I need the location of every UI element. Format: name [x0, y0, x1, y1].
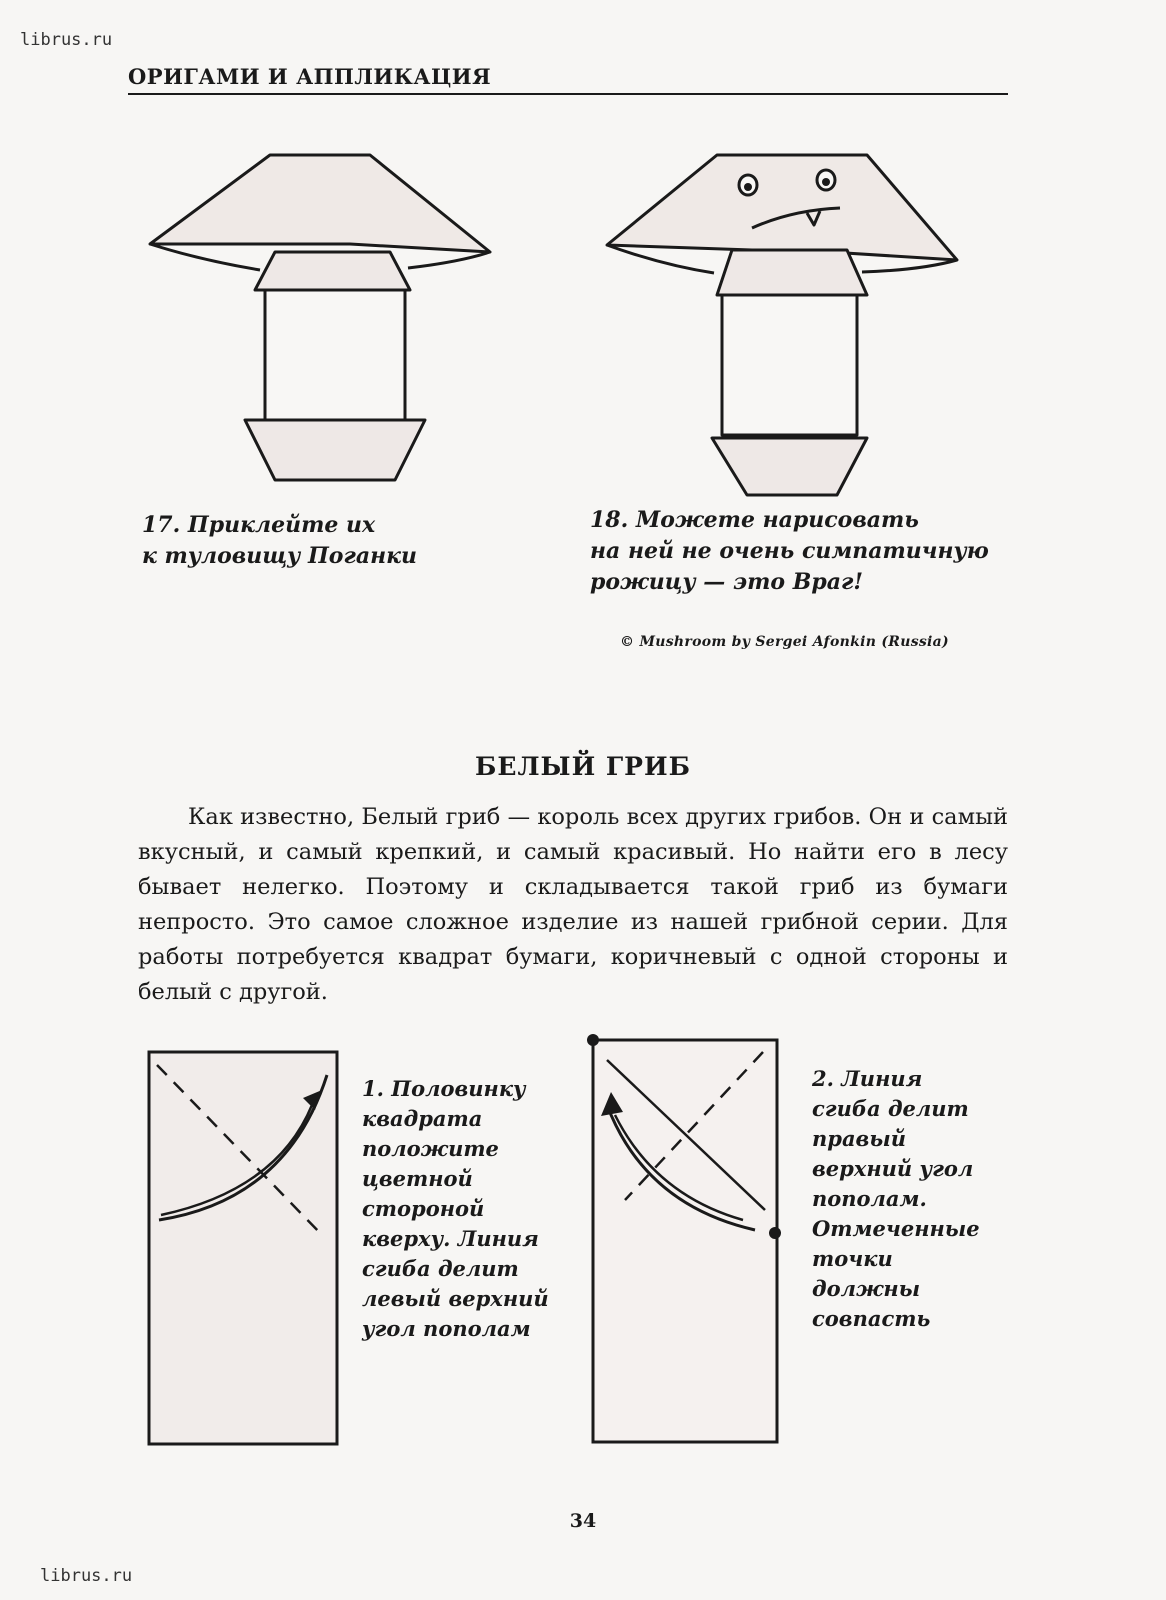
step-1-text: 1. Половинку квадрата положите цветной стороной кверху. Линия сгиба делит левый верхний угол пополам	[362, 1076, 549, 1341]
step-2-diagram	[585, 1030, 785, 1450]
figure-17-mushroom	[140, 140, 510, 510]
paper-rectangle	[593, 1040, 777, 1442]
stem	[265, 290, 405, 420]
mushroom-cap	[607, 155, 957, 260]
cap-rim	[255, 252, 410, 290]
body-paragraph: Как известно, Белый гриб — король всех других грибов. Он и самый вкусный, и самый крепкий, и самый красивый. Но найти его в лесу бывает нелегко. Поэтому и складывается такой гриб из бумаги непросто. Это самое сложное изделие из нашей грибной серии. Для работы потребуется квадрат бумаги, коричневый с одной стороны и белый с другой.	[138, 804, 1008, 1005]
page-number: 34	[569, 1510, 597, 1532]
cap-rim	[717, 250, 867, 295]
running-head: ОРИГАМИ И АППЛИКАЦИЯ	[128, 64, 1008, 95]
section-title: БЕЛЫЙ ГРИБ	[475, 752, 691, 781]
mark-dot-top	[587, 1034, 599, 1046]
step-1-diagram	[147, 1050, 347, 1450]
caption-17: 17. Приклейте их к туловищу Поганки	[142, 512, 417, 569]
caption-18: 18. Можете нарисовать на ней не очень симпатичную рожицу — это Враг!	[590, 507, 989, 595]
figure-18-mushroom-face	[602, 150, 972, 510]
stem	[722, 295, 857, 435]
stem-base	[712, 438, 867, 495]
step-2-text: 2. Линия сгиба делит правый верхний угол пополам. Отмеченные точки должны совпасть	[812, 1066, 980, 1331]
mark-dot-right	[769, 1227, 781, 1239]
watermark-bottom: librus.ru	[40, 1566, 133, 1586]
stem-base	[245, 420, 425, 480]
credit-line: © Mushroom by Sergei Afonkin (Russia)	[620, 634, 949, 650]
watermark-top: librus.ru	[20, 30, 113, 50]
mushroom-cap	[150, 155, 490, 252]
body-text	[138, 800, 1008, 1010]
